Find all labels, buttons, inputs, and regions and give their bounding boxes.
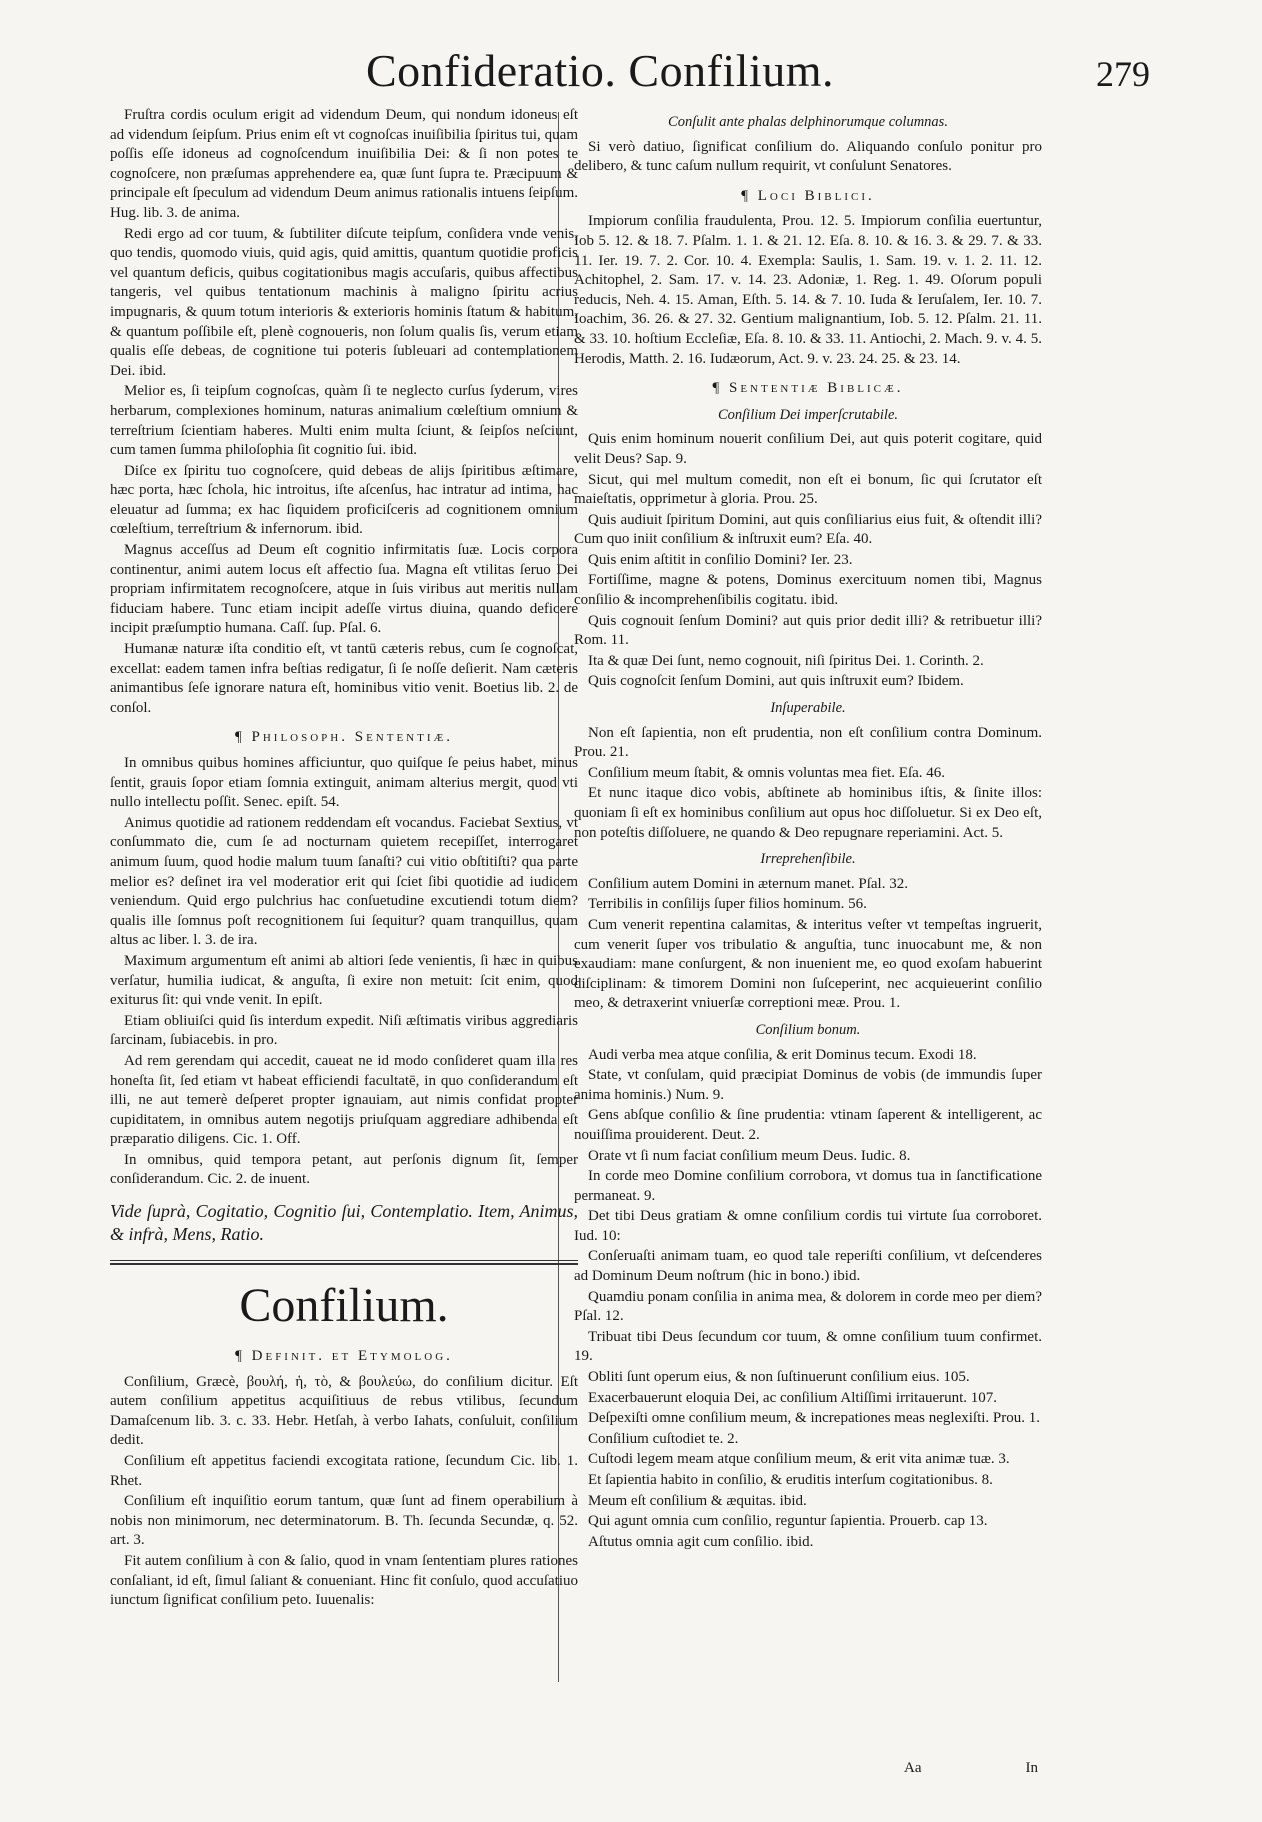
paragraph: Quis enim aſtitit in conſilio Domini? Ier. 23.: [588, 551, 853, 568]
paragraph: Conſilium cuſtodiet te. 2.: [588, 1430, 739, 1447]
right-paragraphs-loci: [574, 212, 1042, 369]
paragraph: Ad rem gerendam qui accedit, caueat ne id modo conſideret quam illa res honeſta ſit, ſed etiam vt habeat efficiendi facultatē, in quo conſiderandum eſt illi, ne aut temerè deſperet propter ignauiam, aut nimis confidat propter cupiditatem, in omnibus autem negotijs priuſquam aggrediare adhibenda eſt præparatio diligens. Cic. 1. Off.: [110, 1052, 578, 1148]
subheading-irreprehensibile: Irreprehenſibile.: [760, 851, 856, 868]
section-heading-philosoph: ¶ Philosoph. Sententiæ.: [234, 729, 454, 746]
paragraph: Ita & quæ Dei ſunt, nemo cognouit, niſi ſpiritus Dei. 1. Corinth. 2.: [588, 652, 984, 669]
right-paragraphs-irreprehensibile: [574, 875, 1042, 1014]
section-heading-sententiae: ¶ Sententiæ Biblicæ.: [712, 380, 904, 397]
paragraph: Cum venerit repentina calamitas, & interitus veſter vt tempeſtas ingruerit, cum venerit ſuper vos tribulatio & anguſtia, tunc inuocabunt me, & non exaudiam: mane conſurgent, & non inuenient me, eo quod exoſam habuerint diſciplinam: & timorem Domini non ſuſceperint, nec acquieuerint conſilio meo, & detraxerint vniuerſæ correptioni meæ. Prou. 1.: [574, 916, 1042, 1012]
subheading-insuperabile: Inſuperabile.: [770, 700, 846, 717]
paragraph: Impiorum conſilia fraudulenta, Prou. 12. 5. Impiorum conſilia euertuntur, Iob 5. 12. & 18. 7. Pſalm. 1. 1. & 21. 12. Eſa. 8. 10. & 16. 3. & 29. 7. & 33. 11. Ier. 19. 7. 2. Cor. 10. 4. Exempla: Saulis, 1. Sam. 19. v. 1. 2. 11. 12. Achitophel, 2. Sam. 17. v. 14. 23. Adoniæ, 1. Reg. 1. 49. Oſorum populi reducis, Neh. 4. 15. Aman, Eſth. 5. 14. & 7. 10. Iuda & Ieruſalem, Ier. 10. 7. Ioachim, 36. 26. & 27. 32. Gentium malignantium, Iob. 5. 12. Pſalm. 21. 11. & 33. 10. hoſtium Eccleſiæ, Eſa. 8. 10. & 33. 11. Antiochi, 2. Mach. 9. v. 4. 5. Herodis, Matth. 2. 16. Iudæorum, Act. 9. v. 23. 24. 25. & 23. 14.: [574, 213, 1042, 367]
paragraph: Conſilium autem Domini in æternum manet. Pſal. 32.: [588, 875, 908, 892]
section-heading-loci: ¶ Loci Biblici.: [741, 187, 875, 204]
right-paragraphs-insuperabile: [574, 724, 1042, 844]
paragraph: Cuſtodi legem meam atque conſilium meum, & erit vita animæ tuæ. 3.: [588, 1451, 1010, 1468]
right-paragraphs-bonum: [574, 1046, 1042, 1553]
section-divider-rule: [110, 1260, 578, 1265]
paragraph: Gens abſque conſilio & ſine prudentia: vtinam ſaperent & intelligerent, ac nouiſſima prouiderent. Deut. 2.: [574, 1107, 1042, 1143]
signature-mark: Aa: [904, 1760, 922, 1776]
paragraph: Quis enim hominum nouerit conſilium Dei, aut quis poterit cogitare, quid velit Deus? Sap. 9.: [574, 431, 1042, 467]
right-paragraphs-top: [574, 138, 1042, 177]
paragraph: Et ſapientia habito in conſilio, & eruditis interſum cogitationibus. 8.: [588, 1472, 993, 1488]
paragraph: Quis cognouit ſenſum Domini? aut quis prior dedit illi? & retribuetur illi? Rom. 11.: [574, 612, 1042, 649]
paragraph: Aſtutus omnia agit cum conſilio. ibid.: [588, 1533, 814, 1550]
paragraph: Humanæ naturæ iſta conditio eſt, vt tantū cæteris rebus, cum ſe cognoſcat, excellat: eadem tamen infra beſtias redigatur, ſi ſe noſſe deſierit. Nam cæteris animantibus ſeſe ignorare natura eſt, hominibus vitio venit. Boetius lib. 2. de conſol.: [110, 641, 578, 716]
paragraph: Terribilis in conſilijs ſuper filios hominum. 56.: [588, 896, 867, 913]
section-heading-definit: ¶ Definit. et Etymolog.: [235, 1348, 453, 1365]
paragraph: Conſeruaſti animam tuam, eo quod tale reperiſti conſilium, vt deſcenderes ad Dominum Deum noſtrum (hic in bono.) ibid.: [574, 1248, 1042, 1285]
cross-reference: Vide ſuprà, Cogitatio, Cognitio ſui, Contemplatio. Item, Animus, & infrà, Mens, Ratio.: [110, 1201, 578, 1245]
paragraph: Fruſtra cordis oculum erigit ad videndum Deum, qui nondum idoneus eſt ad videndum ſeipſum. Prius enim eſt vt cognoſcas inuiſibilia ſpiritus tui, quam poſſis eſſe idoneus ad cognoſcendum inuiſibilia Dei: & ſi non potes te cognoſcere, non præſumas apprehendere ea, quæ ſunt ſupra te. Præcipuum & principale eſt ſpeculum ad videndum Deum animus rationalis intuens ſeipſum. Hug. lib. 3. de anima.: [110, 107, 578, 221]
running-head: Confideratio. Confilium.: [365, 45, 835, 96]
paragraph: Et nunc itaque dico vobis, abſtinete ab hominibus iſtis, & ſinite illos: quoniam ſi eſt ex hominibus conſilium aut opus hoc diſſoluetur. Si ex Deo eſt, non poteſtis diſſoluere, ne quando & Deo repugnare reperiamini. Act. 5.: [574, 785, 1042, 841]
paragraph: Tribuat tibi Deus ſecundum cor tuum, & omne conſilium tuum confirmet. 19.: [574, 1328, 1042, 1365]
paragraph: In omnibus quibus homines afficiuntur, quo quiſque ſe peius habet, minus ſentit, grauis ſopor etiam ſomnia extinguit, animam alterius mergit, quod vti nullo intellectu poſſit. Senec. epiſt. 54.: [110, 755, 578, 811]
paragraph: Audi verba mea atque conſilia, & erit Dominus tecum. Exodi 18.: [588, 1046, 977, 1063]
page-header: [110, 40, 1150, 110]
paragraph: Animus quotidie ad rationem reddendam eſt vocandus. Faciebat Sextius, vt conſummato die, cum ſe ad nocturnam quietem recepiſſet, interrogaret animum ſuum, quod hodie malum tuum ſanaſti? cui vitio obſtitiſti? qua parte melior es? deſinet ira vel moderatior erit qui ſciet ſibi quotidie ad iudicem veniendum. Quid ergo pulchrius hac conſuetudine excutiendi totum diem? qualis ille ſomnus poſt recognitionem ſui ſequitur? quam tranquillus, quam altus ac liber. l. 3. de ira.: [110, 814, 578, 949]
paragraph: Det tibi Deus gratiam & omne conſilium cordis tui virtute ſua corroboret. Iud. 10:: [574, 1208, 1042, 1244]
entry-title-consilium: Confilium.: [239, 1279, 449, 1333]
paragraph: Quis cognoſcit ſenſum Domini, aut quis inſtruxit eum? Ibidem.: [588, 673, 964, 690]
paragraph: Fortiſſime, magne & potens, Dominus exercituum nomen tibi, Magnus conſilio & incomprehenſibilis cogitatu. ibid.: [574, 572, 1042, 609]
left-paragraphs-top: [110, 106, 578, 718]
paragraph: Qui agunt omnia cum conſilio, reguntur ſapientia. Prouerb. cap 13.: [588, 1513, 988, 1530]
left-column: [110, 106, 578, 1796]
paragraph: Quamdiu ponam conſilia in anima mea, & dolorem in corde meo per diem? Pſal. 12.: [574, 1288, 1042, 1325]
paragraph: Quis audiuit ſpiritum Domini, aut quis conſiliarius eius fuit, & oſtendit illi? Cum quo iniit conſilium & inſtruxit eum? Eſa. 40.: [574, 511, 1042, 548]
paragraph: Redi ergo ad cor tuum, & ſubtiliter diſcute teipſum, conſidera vnde venis, quo tendis, quomodo viuis, quid agis, quid amittis, quantum quotidie proficis vel quantum deficis, quibus cogitationibus magis accuſaris, quibus affectibus tangeris, vel quibus tentationum machinis à maligno ſpiritu acrius impugnaris, & quum totum interioris & exterioris hominis ſtatum & habitum, & quantum poſſibile eſt, plenè cognoueris, non ſolum qualis ſis, verum etiam qualis eſſe debeas, de cognitione tui poteris ſubleuari ad contemplationem Dei. ibid.: [110, 225, 578, 379]
paragraph: Si verò datiuo, ſignificat conſilium do. Aliquando conſulo ponitur pro delibero, & tunc caſum nullum requirit, vt conſulunt Senatores.: [574, 138, 1042, 175]
verse-quote: Conſulit ante phalas delphinorumque columnas.: [668, 114, 948, 130]
paragraph: Fit autem conſilium à con & ſalio, quod in vnam ſententiam plures rationes conſaliant, id eſt, ſimul ſaliant & conueniant. Hinc fit conſulo, quod accuſatiuo iunctum ſignificat conſilium peto. Iuuenalis:: [110, 1553, 578, 1609]
paragraph: Melior es, ſi teipſum cognoſcas, quàm ſi te neglecto curſus ſyderum, vires herbarum, complexiones hominum, naturas animalium cœleſtium omnium & terreſtrium ſcientiam haberes. Multi enim multa ſciunt, & ſeipſos neſciunt, cum tamen ſumma philoſophia ſit cognitio ſui. ibid.: [110, 383, 578, 459]
subheading-imperscrutabile: Conſilium Dei imperſcrutabile.: [717, 406, 899, 423]
paragraph: Conſilium meum ſtabit, & omnis voluntas mea fiet. Eſa. 46.: [588, 764, 946, 781]
left-paragraphs-definit: [110, 1373, 578, 1611]
paragraph: Conſilium, Græcè, βουλή, ἡ, τὸ, & βουλεύω, do conſilium dicitur. Eſt autem conſilium appetitus acquiſitiuus de rebus vtilibus, ſecundum Damaſcenum lib. 3. c. 33. Hebr. Hetſah, à verbo Iahats, conſuluit, conſilium dedit.: [110, 1373, 578, 1449]
paragraph: State, vt conſulam, quid præcipiat Dominus de vobis (de immundis ſuper anima hominis.) Num. 9.: [574, 1067, 1042, 1103]
right-column: [574, 106, 1042, 1796]
paragraph: Meum eſt conſilium & æquitas. ibid.: [588, 1492, 807, 1509]
page-number: 279: [1096, 54, 1150, 94]
right-paragraphs-imperscrutabile: [574, 430, 1042, 692]
paragraph: In omnibus, quid tempora petant, aut perſonis dignum ſit, ſemper conſiderandum. Cic. 2. de inuent.: [110, 1151, 578, 1188]
subheading-bonum: Conſilium bonum.: [755, 1021, 861, 1038]
paragraph: Conſilium eſt appetitus faciendi excogitata ratione, ſecundum Cic. lib. 1. Rhet.: [110, 1453, 578, 1489]
paragraph: Sicut, qui mel multum comedit, non eſt ei bonum, ſic qui ſcrutator eſt maieſtatis, opprimetur à gloria. Prou. 25.: [574, 471, 1042, 508]
paragraph: Non eſt ſapientia, non eſt prudentia, non eſt conſilium contra Dominum. Prou. 21.: [574, 724, 1042, 761]
paragraph: In corde meo Domine conſilium corrobora, vt domus tua in ſanctificatione permaneat. 9.: [574, 1168, 1042, 1204]
paragraph: Deſpexiſti omne conſilium meum, & increpationes meas neglexiſti. Prou. 1.: [588, 1410, 1040, 1427]
catchword: In: [1025, 1760, 1038, 1776]
paragraph: Maximum argumentum eſt animi ab altiori ſede venientis, ſi hæc in quibus verſatur, humilia iudicat, & anguſta, ſi exire non metuit: ſcit enim, quod exiturus ſit: qui vnde venit. In epiſt.: [110, 952, 578, 1009]
paragraph: Orate vt ſi num faciat conſilium meum Deus. Iudic. 8.: [588, 1147, 911, 1164]
paragraph: Obliti ſunt operum eius, & non ſuſtinuerunt conſilium eius. 105.: [588, 1369, 970, 1386]
paragraph: Conſilium eſt inquiſitio eorum tantum, quæ ſunt ad finem operabilium à nobis non minimorum, nec determinatorum. B. Th. ſecunda Secundæ, q. 52. art. 3.: [110, 1493, 578, 1549]
paragraph: Exacerbauerunt eloquia Dei, ac conſilium Altiſſimi irritauerunt. 107.: [588, 1389, 998, 1406]
paragraph: Etiam obliuiſci quid ſis interdum expedit. Niſi æſtimatis viribus aggrediaris ſarcinam, ſubiacebis. in pro.: [110, 1012, 578, 1049]
left-paragraphs-philosoph: [110, 754, 578, 1190]
paragraph: Magnus acceſſus ad Deum eſt cognitio infirmitatis ſuæ. Locis corpora continentur, animi autem locus eſt affectio ſua. Magna eſt vtilitas ſeruo Dei propriam infirmitatem recognoſcere, atque in ſuis viribus aut meritis nullam fiduciam habere. Tunc etiam incipit adeſſe virtus diuina, quando deficere incipit præſumptio humana. Caſſ. ſup. Pſal. 6.: [110, 542, 578, 637]
paragraph: Diſce ex ſpiritu tuo cognoſcere, quid debeas de alijs ſpiritibus æſtimare, hæc porta, hæc ſchola, hic introitus, iſte aſcenſus, hac intratur ad intima, hac eleuatur ad ſumma; ex hac ſiquidem proficiſceris ad cognitionem omnium cœleſtium, terreſtrium & infernorum. ibid.: [110, 462, 578, 538]
